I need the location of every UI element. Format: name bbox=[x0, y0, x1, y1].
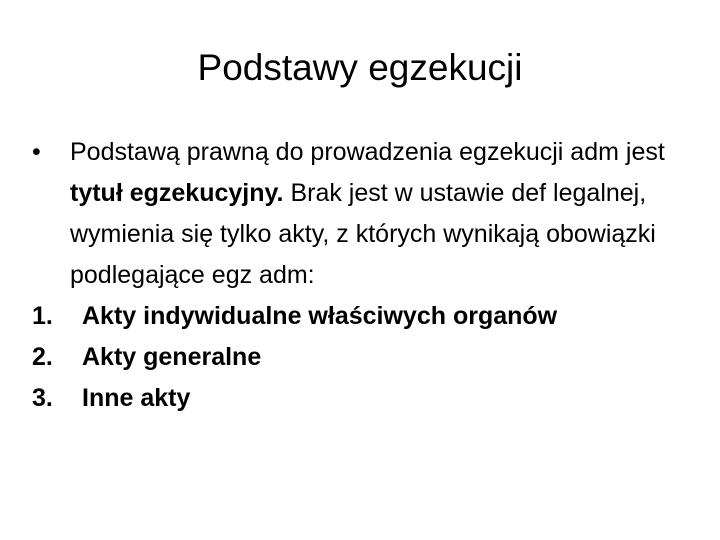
numbered-marker: 1. bbox=[32, 302, 53, 330]
bullet-marker: • bbox=[32, 138, 41, 166]
numbered-text: Inne akty bbox=[82, 384, 191, 412]
numbered-marker: 3. bbox=[32, 384, 53, 412]
bullet-text-after: Brak jest w ustawie def legalnej, wymienia się tylko akty, z których wynikają obowiązki podlegające egz adm: bbox=[70, 179, 656, 289]
bullet-text-before: Podstawą prawną do prowadzenia egzekucji adm jest bbox=[70, 138, 665, 166]
bullet-item bbox=[32, 132, 702, 296]
slide-title: Podstawy egzekucji bbox=[197, 47, 523, 88]
numbered-item-2 bbox=[32, 337, 702, 378]
numbered-text: Akty generalne bbox=[82, 343, 262, 371]
numbered-text: Akty indywidualne właściwych organów bbox=[82, 302, 558, 330]
numbered-marker: 2. bbox=[32, 343, 53, 371]
numbered-item-1 bbox=[32, 296, 702, 337]
bullet-text-bold: tytuł egzekucyjny. bbox=[70, 179, 284, 207]
numbered-item-3 bbox=[32, 378, 702, 419]
slide-content bbox=[32, 132, 702, 419]
